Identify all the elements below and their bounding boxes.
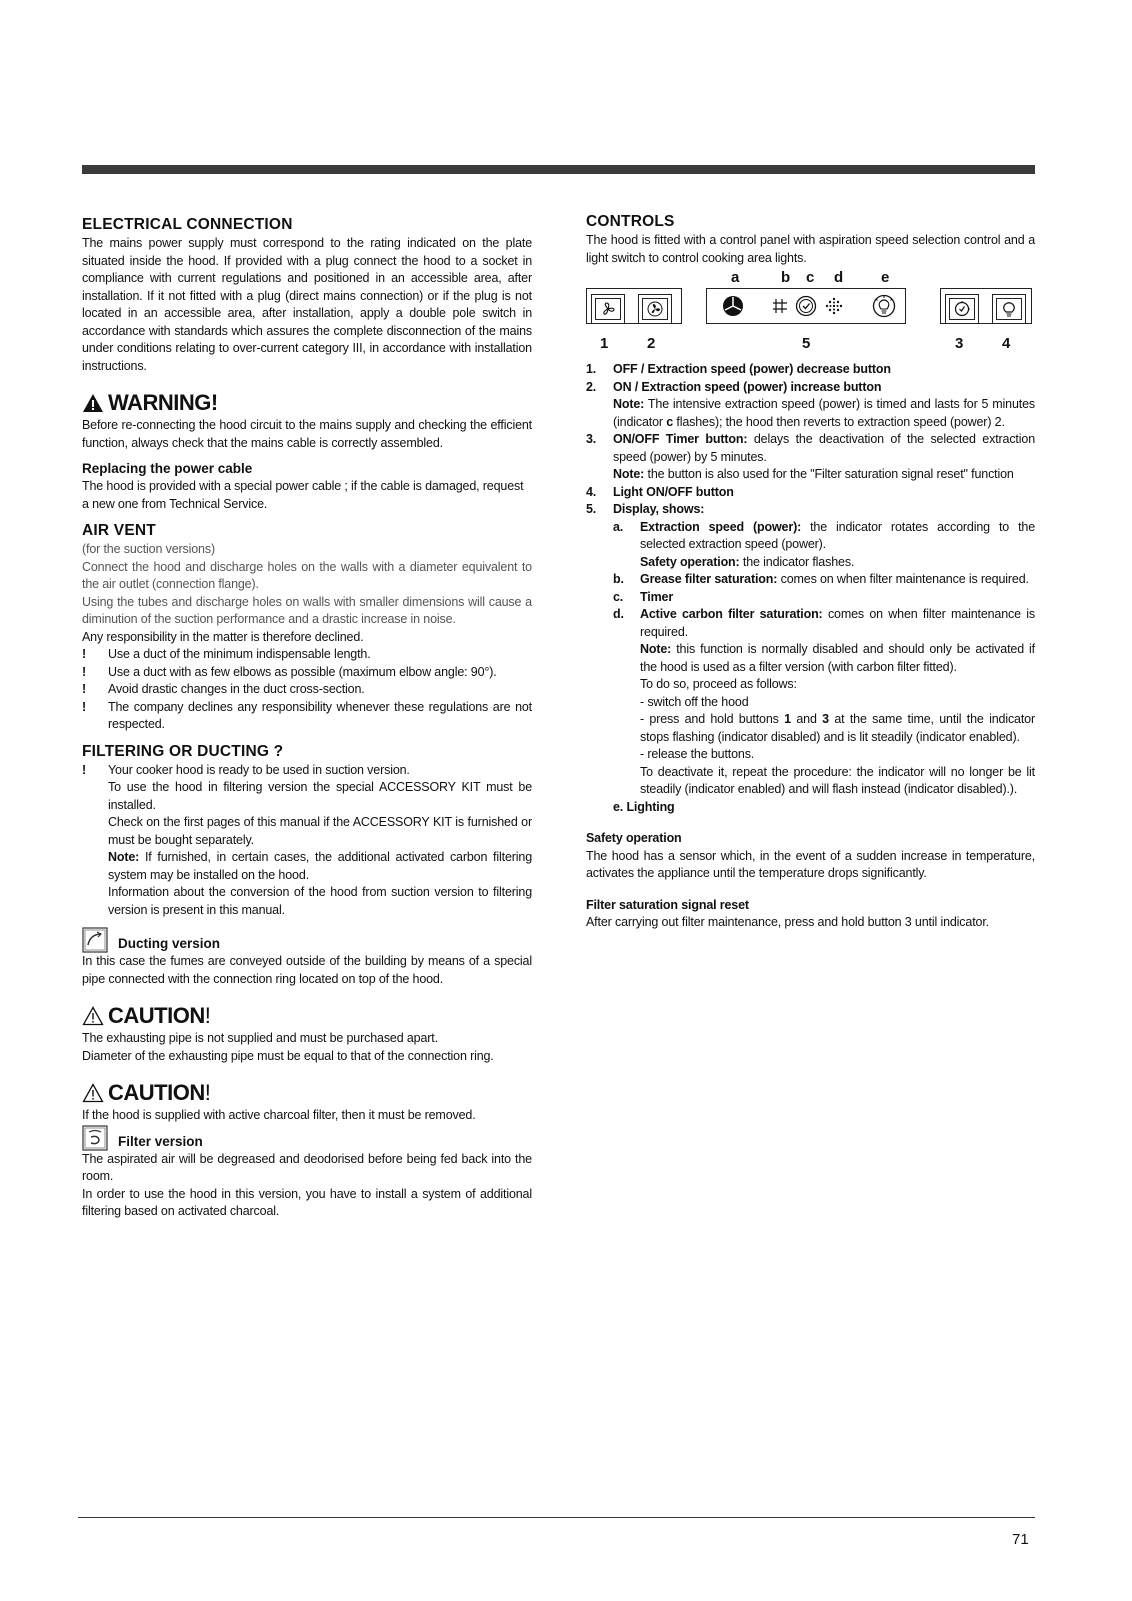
filter-icon (82, 1125, 108, 1151)
filtering-text-4: Information about the conversion of the hood from suction version to filtering version is present in this manual. (108, 885, 532, 917)
replacing-cable-heading: Replacing the power cable (82, 461, 253, 476)
replacing-cable-text: The hood is provided with a special power cable ; if the cable is damaged, request a new one from Technical Service. (82, 479, 524, 511)
air-vent-text-1: Connect the hood and discharge holes on the walls with a diameter equivalent to the air outlet (connection flange). (82, 559, 532, 591)
filtering-or-ducting-heading: FILTERING OR DUCTING ? (82, 742, 284, 760)
speed-decrease-button[interactable] (591, 294, 625, 324)
panel-number-5: 5 (802, 335, 811, 352)
ducting-version-text: In this case the fumes are conveyed outside of the building by means of a special pipe connected with the connection ring located on top of the hood. (82, 954, 532, 986)
timer-button[interactable] (945, 294, 979, 324)
caution-heading-2: CAUTION ! (82, 1079, 532, 1107)
ducting-version-title: Ducting version (118, 936, 221, 951)
right-column (586, 212, 1035, 932)
panel-label-c: c (806, 269, 815, 286)
filter-version-title: Filter version (118, 1133, 203, 1149)
warning-text: Before re-connecting the hood circuit to the mains supply and checking the efficient function, always check that the mains cable is correctly assembled. (82, 418, 532, 450)
controls-list (586, 361, 1035, 519)
list-item: ! Avoid drastic changes in the duct cross-section. (82, 682, 365, 696)
panel-label-a: a (731, 269, 740, 286)
filtering-text-1: To use the hood in filtering version the special ACCESSORY KIT must be installed. (108, 780, 532, 812)
lighting-icon (872, 294, 896, 318)
light-button[interactable] (992, 294, 1026, 324)
electrical-connection-heading: ELECTRICAL CONNECTION (82, 216, 293, 233)
filter-version-text-2: In order to use the hood in this version, you have to install a system of additional filtering based on activated charcoal. (82, 1186, 532, 1218)
carbon-filter-icon (824, 296, 844, 316)
fan-icon (599, 301, 617, 317)
light-bulb-icon (1000, 301, 1018, 317)
list-item: ! Use a duct with as few elbows as possible (maximum elbow angle: 90°). (82, 664, 497, 679)
list-item: 3. ON/OFF Timer button: delays the deactivation of the selected extraction speed (power) by 5 minutes. Note: the button is also used for the "Filter saturation signal reset" function (586, 432, 1035, 481)
filter-version-heading (82, 1125, 532, 1151)
list-item: 5. Display, shows: (586, 502, 705, 516)
control-panel-diagram (586, 269, 1035, 357)
list-item: e. Lighting (613, 799, 675, 814)
controls-text: The hood is fitted with a control panel with aspiration speed selection control and a light switch to control cooking area lights. (586, 233, 1035, 265)
speed-increase-button[interactable] (638, 294, 672, 324)
list-item: ! Use a duct of the minimum indispensable length. (82, 647, 371, 661)
caution-icon (82, 1006, 104, 1026)
list-item: d. Active carbon filter saturation: comes on when filter maintenance is required. Note: this function is normally disabled and should only be activated if the hood is used as a filter version (with carbon filter fitted). To do so, proceed as follows: - switch off the hood - press and hold buttons 1 and 3 at the same time, until the indicator stops flashing (indicator disabled) and is lit steadily (indicator enabled). - release the buttons. To deactivate it, repeat the procedure: the indicator will no longer be lit steadily (indicator enabled) and will flash instead (indicator disabled).). (613, 607, 1036, 796)
list-item: 4. Light ON/OFF button (586, 484, 734, 499)
controls-heading: CONTROLS (586, 213, 675, 230)
grease-filter-icon (771, 297, 789, 315)
fan-fast-icon (646, 301, 664, 317)
ducting-version-heading (82, 927, 532, 953)
filter-reset-heading: Filter saturation signal reset (586, 897, 749, 912)
air-vent-heading: AIR VENT (82, 522, 156, 539)
panel-label-e: e (881, 269, 890, 286)
display-sublist (613, 519, 1035, 817)
ducting-icon (82, 927, 108, 953)
air-vent-subtitle: (for the suction versions) (82, 542, 215, 556)
panel-number-3: 3 (955, 335, 964, 352)
air-vent-text-2: Using the tubes and discharge holes on walls with smaller dimensions will cause a diminution of the suction performance and a drastic increase in noise. (82, 594, 532, 626)
air-vent-list (82, 646, 532, 734)
filtering-list (82, 762, 532, 780)
extraction-speed-icon (722, 295, 744, 317)
panel-label-b: b (781, 269, 791, 286)
timer-icon (795, 295, 817, 317)
display (706, 288, 906, 324)
warning-icon (82, 393, 104, 413)
filtering-text-3: Note: If furnished, in certain cases, the additional activated carbon filtering system may be installed on the hood. (108, 850, 532, 882)
timer-clock-icon (953, 301, 971, 317)
panel-number-1: 1 (600, 335, 609, 352)
caution-1-line-1: The exhausting pipe is not supplied and must be purchased apart. (82, 1031, 438, 1045)
list-item: 2. ON / Extraction speed (power) increase button Note: The intensive extraction speed (power) is timed and lasts for 5 minutes (indicator c flashes); the hood then reverts to extraction speed (power) 2. (586, 379, 1035, 429)
page-number: 71 (1012, 1531, 1029, 1548)
panel-number-2: 2 (647, 335, 656, 352)
footer-line (78, 1517, 1035, 1518)
panel-label-d: d (834, 269, 844, 286)
panel-number-4: 4 (1002, 335, 1011, 352)
list-item: ! Your cooker hood is ready to be used in suction version. (82, 762, 410, 777)
safety-operation-text: The hood has a sensor which, in the event of a sudden increase in temperature, activates the appliance until the temperature drops significantly. (586, 848, 1035, 880)
list-item: b. Grease filter saturation: comes on when filter maintenance is required. (613, 572, 1029, 586)
electrical-connection-text: The mains power supply must correspond to the rating indicated on the plate situated inside the hood. If provided with a plug connect the hood to a socket in compliance with current regulations and positioned in an accessible area, after installation. If it not fitted with a plug (direct mains connection) or if the plug is not located in an accessible area, after installation, apply a double pole switch in accordance with standards which assures the complete disconnection of the mains under conditions relating to over-current category III, in accordance with installation instructions. (82, 236, 532, 373)
safety-operation-heading: Safety operation (586, 831, 682, 845)
list-item: 1. OFF / Extraction speed (power) decrease button (586, 362, 891, 376)
warning-heading (82, 389, 532, 417)
filter-version-text-1: The aspirated air will be degreased and deodorised before being fed back into the room. (82, 1151, 532, 1183)
caution-1-line-2: Diameter of the exhausting pipe must be equal to that of the connection ring. (82, 1048, 494, 1063)
air-vent-text-3: Any responsibility in the matter is therefore declined. (82, 629, 364, 644)
filtering-text-2: Check on the first pages of this manual if the ACCESSORY KIT is furnished or must be bought separately. (108, 815, 532, 847)
warning-title: WARNING! (108, 390, 218, 415)
list-item: ! The company declines any responsibility whenever these regulations are not respected. (82, 699, 532, 731)
caution-2-text: If the hood is supplied with active charcoal filter, then it must be removed. (82, 1108, 476, 1122)
caution-icon (82, 1083, 104, 1103)
header-bar (82, 165, 1035, 174)
list-item: a. Extraction speed (power): the indicator rotates according to the selected extraction speed (power). Safety operation: the indicator flashes. (613, 519, 1035, 569)
list-item: c. Timer (613, 589, 674, 604)
left-column (82, 215, 532, 1221)
caution-heading-1: CAUTION ! (82, 1002, 532, 1030)
filter-reset-text: After carrying out filter maintenance, press and hold button 3 until indicator. (586, 915, 989, 929)
